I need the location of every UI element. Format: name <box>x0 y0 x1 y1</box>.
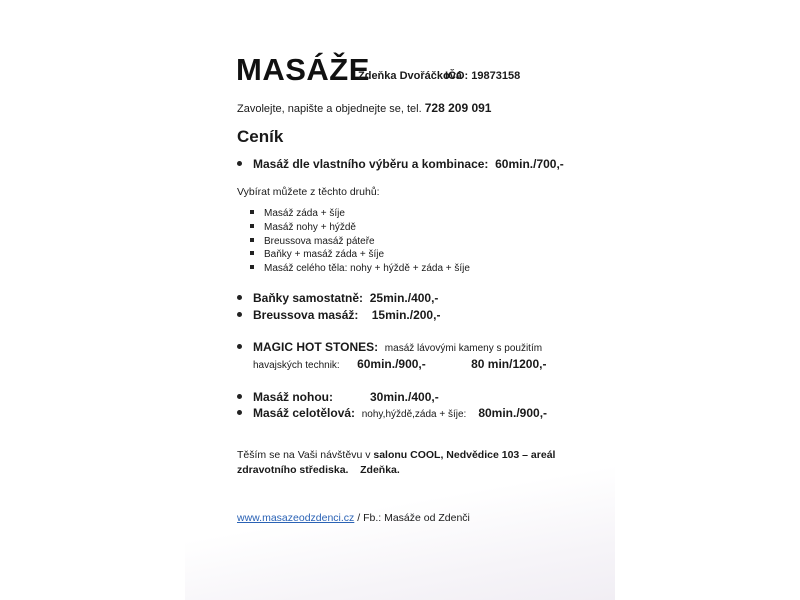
choose-text: Vybírat můžete z těchto druhů: <box>237 186 380 198</box>
bullet-icon <box>237 394 242 399</box>
item-price: 60min./900,- <box>357 357 426 371</box>
contact-line <box>237 101 491 115</box>
pricelist-heading: Ceník <box>237 127 284 146</box>
option-item <box>250 208 345 219</box>
square-bullet-icon <box>250 210 254 214</box>
option-label: Masáž nohy + hýždě <box>264 222 356 233</box>
option-item <box>250 222 356 233</box>
visit-place: salonu COOL, Nedvědice 103 – areál <box>373 449 556 461</box>
item-description: havajských technik: <box>253 360 340 371</box>
price-item-stones-prices <box>253 357 546 371</box>
square-bullet-icon <box>250 265 254 269</box>
item-description: masáž lávovými kameny s použitím <box>384 343 543 354</box>
separator: / <box>354 512 364 524</box>
bullet-icon <box>237 344 242 349</box>
phone-number: 728 209 091 <box>424 101 492 115</box>
price-item-main <box>237 157 564 171</box>
bullet-icon <box>237 295 242 300</box>
visit-place-2: zdravotního střediska. <box>237 464 349 476</box>
price-item-stones <box>237 340 542 354</box>
price-item <box>237 390 439 404</box>
visit-text: Těším se na Vaši návštěvu v <box>237 449 371 461</box>
item-price: 80 min/1200,- <box>471 357 547 371</box>
item-label: Masáž dle vlastního výběru a kombinace: <box>253 157 489 171</box>
square-bullet-icon <box>250 224 254 228</box>
owner-name: Zdeňka Dvořáčková <box>358 70 462 82</box>
option-label: Masáž celého těla: nohy + hýždě + záda + šíje <box>264 263 470 274</box>
option-label: Masáž záda + šíje <box>264 208 345 219</box>
option-item <box>250 236 375 247</box>
bullet-icon <box>237 410 242 415</box>
item-price: 80min./900,- <box>478 406 548 420</box>
signature: Zdeňka. <box>360 464 400 476</box>
item-label: Masáž nohou: <box>253 390 333 404</box>
contact-text: Zavolejte, napište a objednejte se, tel. <box>237 103 422 115</box>
bullet-icon <box>237 161 242 166</box>
square-bullet-icon <box>250 251 254 255</box>
item-label: Baňky samostatně: <box>253 291 364 305</box>
facebook-text: Fb.: Masáže od Zdenči <box>363 512 470 524</box>
option-item <box>250 263 470 274</box>
item-description: nohy,hýždě,záda + šíje: <box>361 409 467 420</box>
price-item <box>237 406 547 420</box>
item-price: 30min./400,- <box>370 390 439 404</box>
item-price: 25min./400,- <box>369 291 439 305</box>
item-label: Breussova masáž: <box>253 308 359 322</box>
price-item <box>237 291 438 305</box>
item-price: 60min./700,- <box>495 157 564 171</box>
company-id: IČO: 19873158 <box>445 70 521 82</box>
website-link[interactable]: www.masazeodzdenci.cz <box>237 512 355 524</box>
item-label: MAGIC HOT STONES: <box>253 340 379 354</box>
item-price: 15min./200,- <box>371 308 441 322</box>
footer-links <box>237 512 470 524</box>
option-label: Baňky + masáž záda + šíje <box>264 249 385 260</box>
item-label: Masáž celotělová: <box>253 406 356 420</box>
bullet-icon <box>237 312 242 317</box>
page-title: MASÁŽE <box>236 52 370 87</box>
price-item <box>237 308 440 322</box>
option-item <box>250 249 384 260</box>
visit-note <box>237 448 555 478</box>
option-label: Breussova masáž páteře <box>264 236 375 247</box>
square-bullet-icon <box>250 238 254 242</box>
